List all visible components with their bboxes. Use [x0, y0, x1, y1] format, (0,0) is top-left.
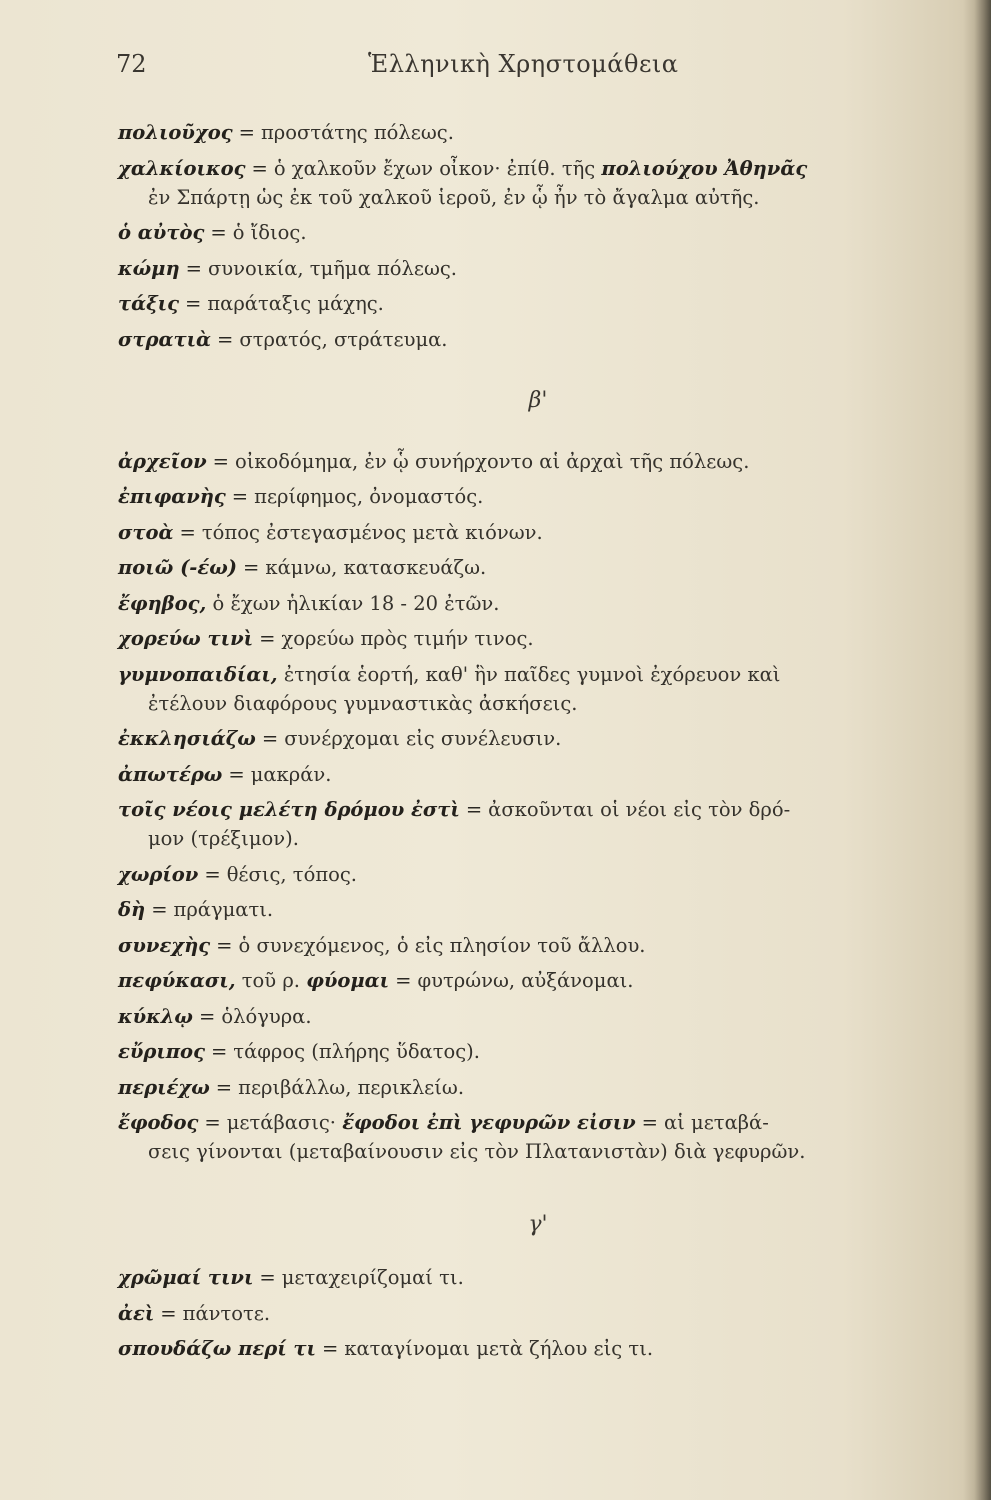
entry-term: χρῶμαί τινι — [118, 1266, 254, 1289]
entry-definition: ἐτησία ἑορτή, καθ' ἣν παῖδες γυμνοὶ ἐχόρευον καὶ — [283, 662, 781, 686]
glossary-entry — [118, 795, 918, 853]
glossary-entry — [118, 895, 918, 924]
entry-separator: = — [210, 1040, 228, 1063]
entry-separator: = — [259, 627, 276, 650]
entry-definition: ὁ χαλκοῦν ἔχων οἶκον· ἐπίθ. τῆς — [273, 156, 596, 180]
entry-definition: μετάβασις· — [226, 1111, 336, 1134]
entry-continuation: ἐτέλουν διαφόρους γυμναστικὰς ἀσκήσεις. — [148, 691, 578, 715]
entry-definition-secondary: φυτρώνω, αὐξάνομαι. — [417, 969, 634, 992]
entry-definition: τόπος ἐστεγασμένος μετὰ κιόνων. — [201, 520, 543, 544]
glossary-entry — [118, 589, 918, 618]
glossary-entry — [118, 1263, 918, 1292]
entry-separator: = — [199, 1004, 216, 1028]
entry-definition: οἰκοδόμημα, ἐν ᾧ συνήρχοντο αἱ ἀρχαὶ τῆς πόλεως. — [234, 449, 750, 473]
glossary-entry — [118, 154, 918, 212]
entry-term: στρατιὰ — [118, 327, 212, 351]
glossary-entry — [118, 660, 918, 718]
entry-separator: = — [204, 862, 221, 886]
entry-separator: = — [243, 556, 260, 579]
section-mark-g: γ' — [528, 1212, 548, 1237]
entry-term: ἔφηβος, — [118, 591, 207, 615]
glossary-content — [118, 118, 918, 1370]
entry-definition: χορεύω πρὸς τιμήν τινος. — [281, 627, 534, 650]
entry-separator: = — [238, 121, 255, 144]
entry-separator: = — [216, 933, 233, 957]
entry-separator: = — [151, 898, 168, 921]
entry-term: δὴ — [118, 898, 146, 921]
entry-separator: = — [228, 762, 245, 786]
entry-separator: = — [160, 1301, 177, 1325]
glossary-entry — [118, 1002, 918, 1031]
entry-separator-secondary: = — [641, 1111, 659, 1134]
glossary-entry — [118, 553, 918, 582]
glossary-entry — [118, 1037, 918, 1066]
glossary-section-g — [118, 1263, 918, 1363]
glossary-entry — [118, 325, 918, 354]
glossary-entry — [118, 218, 918, 247]
entry-definition: πάντοτε. — [182, 1301, 271, 1325]
entry-term: χαλκίοικος — [118, 156, 246, 180]
entry-term: ποιῶ (-έω) — [118, 556, 238, 579]
entry-definition: περίφημος, ὀνομαστός. — [254, 485, 484, 508]
entry-definition: ἀσκοῦνται οἱ νέοι εἰς τὸν δρό- — [488, 798, 791, 821]
entry-continuation: σεις γίνονται (μεταβαίνουσιν εἰς τὸν Πλατανιστὰν) διὰ γεφυρῶν. — [148, 1140, 806, 1163]
entry-definition-secondary: αἱ μεταβά- — [664, 1111, 769, 1134]
glossary-entry — [118, 447, 918, 476]
glossary-entry — [118, 931, 918, 960]
entry-definition: μακράν. — [250, 762, 332, 786]
entry-term: ἐκκλησιάζω — [118, 727, 256, 750]
entry-definition: πράγματι. — [173, 898, 274, 921]
entry-continuation: μον (τρέξιμον). — [148, 827, 299, 850]
entry-term: πολιοῦχος — [118, 121, 233, 144]
entry-separator: = — [261, 727, 279, 750]
entry-definition: μεταχειρίζομαί τι. — [281, 1266, 464, 1289]
section-mark-b: β' — [528, 387, 548, 413]
glossary-entry — [118, 760, 918, 789]
glossary-entry — [118, 254, 918, 283]
entry-term: τάξις — [118, 292, 179, 315]
entry-term: ἀπωτέρω — [118, 762, 223, 786]
glossary-entry — [118, 518, 918, 547]
glossary-entry — [118, 724, 918, 753]
entry-definition: παράταξις μάχης. — [207, 292, 384, 315]
running-title: Ἑλληνικὴ Χρηστομάθεια — [368, 50, 679, 78]
entry-term: κώμη — [118, 256, 180, 280]
glossary-entry — [118, 482, 918, 511]
entry-definition: ὁ συνεχόμενος, ὁ εἰς πλησίον τοῦ ἄλλου. — [238, 933, 646, 957]
entry-separator: = — [185, 292, 202, 315]
entry-definition: τάφρος (πλήρης ὕδατος). — [233, 1040, 480, 1063]
entry-separator: = — [259, 1266, 276, 1289]
entry-separator: = — [185, 256, 202, 280]
glossary-entry — [118, 289, 918, 318]
glossary-entry — [118, 966, 918, 995]
entry-separator: = — [321, 1337, 339, 1360]
entry-definition: ὁ ἔχων ἡλικίαν 18 - 20 ἐτῶν. — [212, 591, 500, 615]
entry-separator: = — [210, 221, 227, 244]
glossary-entry — [118, 624, 918, 653]
entry-separator: = — [231, 485, 249, 508]
entry-term: ἐπιφανὴς — [118, 485, 226, 508]
entry-separator: = — [179, 520, 196, 544]
entry-separator: = — [215, 1075, 233, 1099]
entry-definition: περιβάλλω, περικλείω. — [238, 1075, 465, 1099]
entry-definition: θέσις, τόπος. — [226, 862, 358, 886]
entry-definition: στρατός, στράτευμα. — [239, 327, 448, 351]
entry-term: ἔφοδος — [118, 1111, 199, 1134]
entry-separator-secondary: = — [395, 969, 412, 992]
entry-definition: κάμνω, κατασκευάζω. — [265, 556, 487, 579]
entry-definition: ὁλόγυρα. — [221, 1004, 312, 1028]
entry-term: χωρίον — [118, 862, 199, 886]
entry-term-secondary: πολιούχου Ἀθηνᾶς — [601, 156, 808, 180]
entry-separator: = — [465, 798, 483, 821]
entry-term: ὁ αὐτὸς — [118, 221, 205, 244]
entry-definition: προστάτης πόλεως. — [260, 121, 454, 144]
entry-term: σπουδάζω περί τι — [118, 1337, 316, 1360]
entry-continuation: ἐν Σπάρτῃ ὡς ἐκ τοῦ χαλκοῦ ἱεροῦ, ἐν ᾧ ἦν τὸ ἄγαλμα αὐτῆς. — [148, 185, 760, 209]
page-number: 72 — [116, 50, 147, 78]
entry-term: τοῖς νέοις μελέτη δρόμου ἐστὶ — [118, 798, 460, 821]
page-edge-shadow — [963, 0, 991, 1500]
entry-term: συνεχὴς — [118, 933, 211, 957]
entry-separator: = — [251, 156, 268, 180]
entry-term: χορεύω τινὶ — [118, 627, 254, 650]
glossary-section-b — [118, 447, 918, 1167]
entry-term: κύκλῳ — [118, 1004, 194, 1028]
entry-term: στοὰ — [118, 520, 174, 544]
entry-term: γυμνοπαιδίαι, — [118, 662, 278, 686]
entry-definition: συνοικία, τμῆμα πόλεως. — [207, 256, 458, 280]
glossary-entry — [118, 118, 918, 147]
entry-term: περιέχω — [118, 1075, 210, 1099]
entry-term-secondary: φύομαι — [306, 969, 390, 992]
glossary-entry — [118, 1299, 918, 1328]
entry-term: πεφύκασι, — [118, 969, 236, 992]
page-header — [0, 44, 991, 84]
entry-separator: = — [217, 327, 234, 351]
entry-term: ἀρχεῖον — [118, 449, 207, 473]
glossary-entry — [118, 860, 918, 889]
entry-definition: συνέρχομαι εἰς συνέλευσιν. — [284, 727, 562, 750]
entry-definition: τοῦ ρ. — [241, 969, 300, 992]
glossary-section-a — [118, 118, 918, 354]
glossary-entry — [118, 1073, 918, 1102]
entry-term-secondary: ἔφοδοι ἐπὶ γεφυρῶν εἰσιν — [342, 1111, 636, 1134]
entry-term: εὔριπος — [118, 1040, 205, 1063]
entry-definition: ὁ ἴδιος. — [232, 221, 307, 244]
entry-separator: = — [212, 449, 229, 473]
entry-term: ἀεὶ — [118, 1301, 155, 1325]
glossary-entry — [118, 1334, 918, 1363]
entry-separator: = — [204, 1111, 221, 1134]
entry-definition: καταγίνομαι μετὰ ζήλου εἰς τι. — [344, 1337, 654, 1360]
glossary-entry — [118, 1108, 918, 1166]
